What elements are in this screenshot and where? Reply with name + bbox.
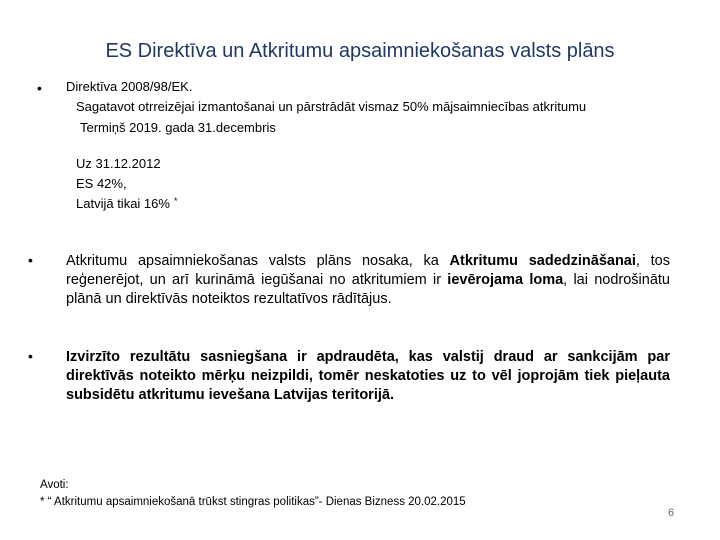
footnote-star: * [173,196,178,206]
paragraph-risk [66,348,670,405]
slide-title: ES Direktīva un Atkritumu apsaimniekošanas valsts plāns [105,40,615,62]
stat-latvia-text: Latvijā tikai 16% [76,196,170,211]
para-bold: Atkritumu sadedzināšanai [449,253,636,269]
bullet-marker: • [28,348,33,364]
directive-deadline: Termiņš 2019. gada 31.decembris [80,120,276,135]
bullet-marker: • [37,80,42,96]
para-bold: Izvirzīto rezultātu sasniegšana ir apdraudēta, kas valstij draud ar sankcijām par direktīvās noteikto mērķu neizpildi, tomēr neskatoties uz to vēl joprojām tiek pieļauta subsidētu atkritumu ievešana Latvijas teritorijā. [66,349,670,403]
para-text: , tos reģenerējot, un arī kurināmā iegūšanai no atkritumiem ir [66,253,671,288]
sources-citation: * “ Atkritumu apsaimniekošanā trūkst stingras politikas”- Dienas Bizness 20.02.2015 [40,496,466,508]
stat-eu: ES 42%, [76,176,127,191]
directive-goal: Sagatavot otrreizējai izmantošanai un pārstrādāt vismaz 50% mājsaimniecības atkritumu [76,99,587,114]
stat-date: Uz 31.12.2012 [76,156,161,171]
paragraph-plan [66,252,670,309]
stat-latvia [76,196,177,211]
page-number: 6 [668,507,675,519]
para-bold: ievērojama loma [447,272,564,288]
para-text: , lai nodrošinātu plānā un direktīvās noteiktos rezultatīvos rādītājus. [66,272,670,307]
bullet-marker: • [28,252,33,268]
sources-title: Avoti: [40,479,69,491]
para-text: Atkritumu apsaimniekošanas valsts plāns nosaka, ka [66,253,450,269]
directive-line: Direktīva 2008/98/EK. [66,79,193,94]
